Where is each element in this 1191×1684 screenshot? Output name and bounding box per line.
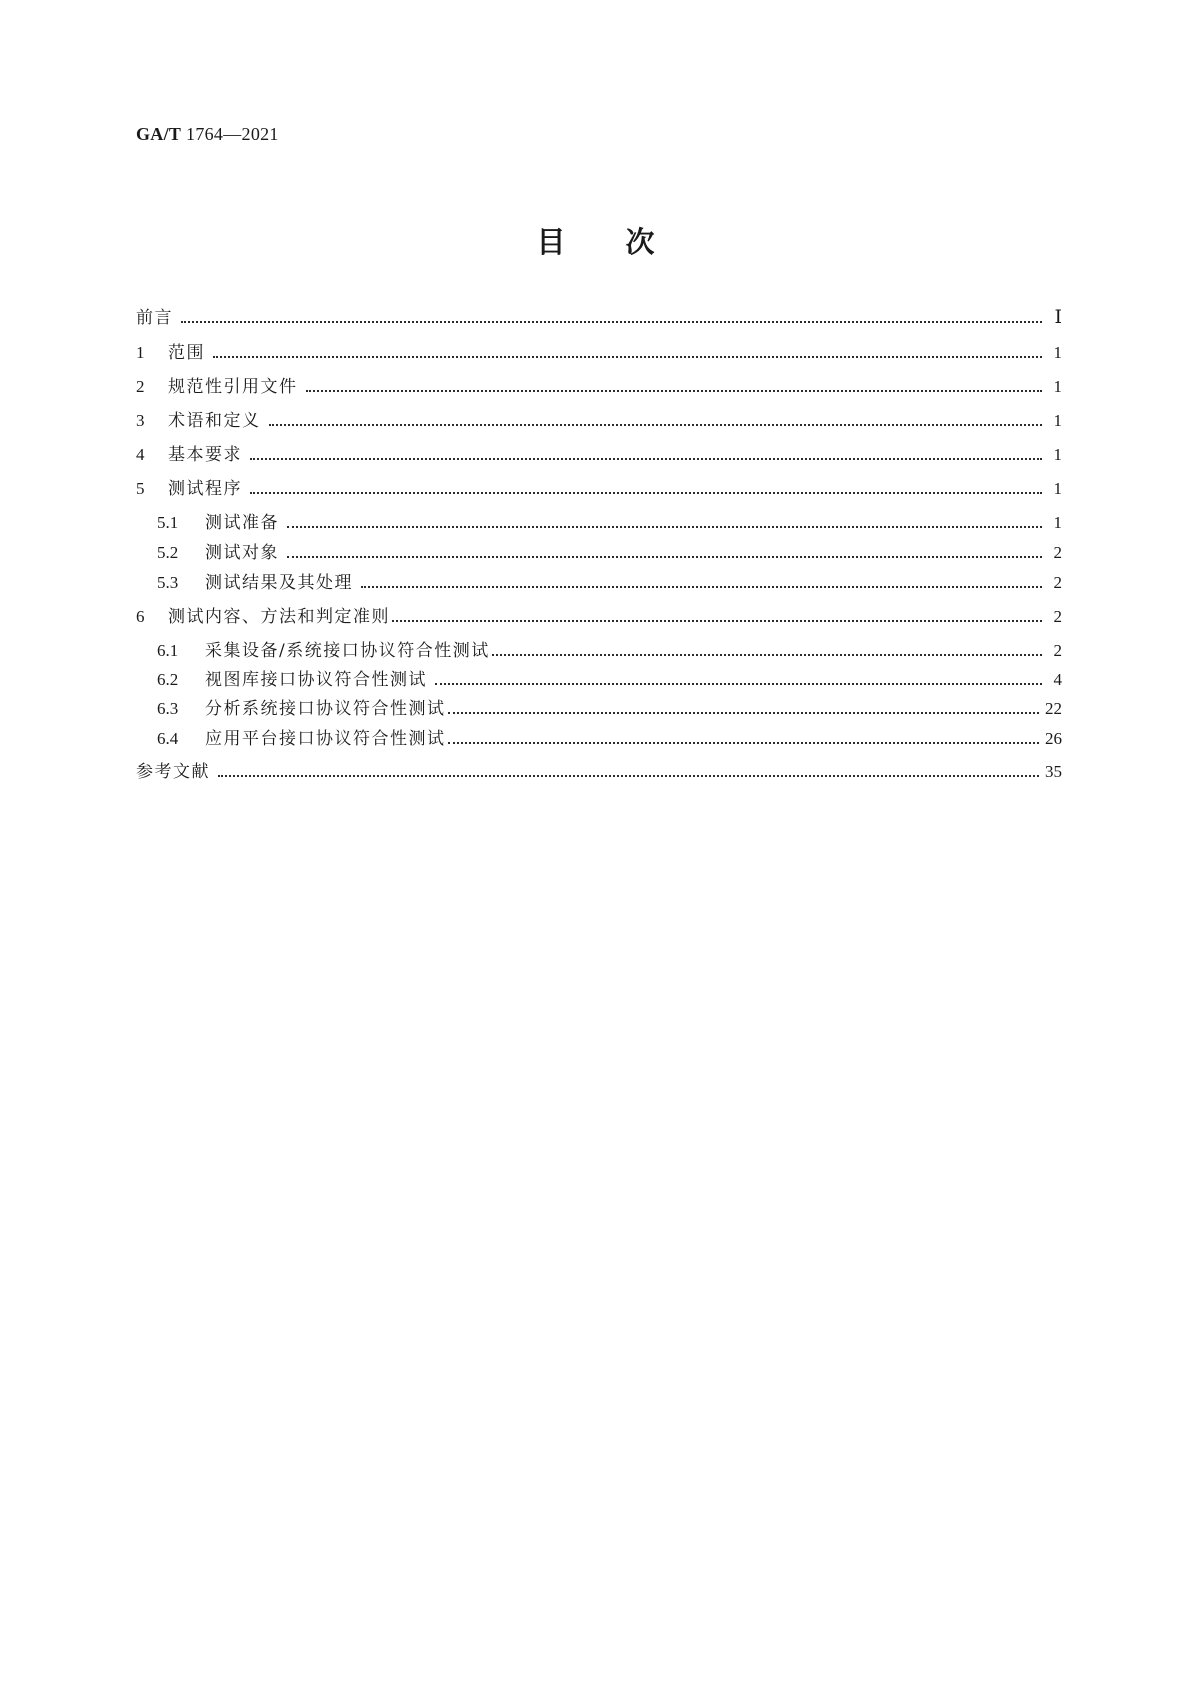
toc-entry-1[interactable] (136, 338, 1062, 364)
toc-entry-page: 35 (1045, 762, 1062, 781)
toc-entry-number: 5.1 (157, 513, 179, 532)
toc-entry-number: 6.1 (157, 641, 179, 660)
toc-entry-label: 基本要求 (168, 445, 242, 465)
toc-dot-leader (218, 761, 1039, 783)
toc-entry-6-3[interactable] (157, 694, 1062, 720)
standard-code-prefix: GA/T (136, 124, 182, 144)
page-title: 目次 (536, 225, 715, 259)
toc-entry-number: 4 (136, 445, 145, 464)
toc-entry-6-4[interactable] (157, 724, 1062, 750)
toc-dot-leader (250, 478, 1042, 500)
toc-entry-number: 6.2 (157, 670, 179, 689)
toc-entry-page: 26 (1045, 729, 1062, 748)
toc-entry-page: 1 (1053, 513, 1062, 532)
toc-entry-page: 1 (1053, 377, 1062, 396)
toc-entry-page: 1 (1053, 411, 1062, 430)
toc-dot-leader (392, 606, 1042, 628)
toc-dot-leader (435, 669, 1042, 691)
toc-entry-5-2[interactable] (157, 538, 1062, 564)
toc-entry-label: 应用平台接口协议符合性测试 (205, 729, 446, 749)
toc-dot-leader (448, 698, 1040, 720)
toc-dot-leader (213, 342, 1042, 364)
toc-entry-page: 2 (1053, 543, 1062, 562)
toc-entry-number: 6.3 (157, 699, 179, 718)
toc-entry-label: 分析系统接口协议符合性测试 (205, 699, 446, 719)
toc-entry-6-1[interactable] (157, 636, 1062, 662)
toc-entry-label: 采集设备/系统接口协议符合性测试 (205, 641, 490, 661)
toc-entry-6[interactable] (136, 602, 1062, 628)
toc-dot-leader (287, 512, 1042, 534)
toc-entry-number: 6 (136, 607, 145, 626)
toc-entry-label: 测试对象 (205, 543, 279, 563)
toc-entry-3[interactable] (136, 406, 1062, 432)
toc-entry-number: 5.2 (157, 543, 179, 562)
toc-entry-number: 3 (136, 411, 145, 430)
toc-entry-label: 术语和定义 (168, 411, 261, 431)
toc-entry-label: 参考文献 (136, 762, 210, 782)
toc-entry-bibliography[interactable] (136, 757, 1062, 783)
toc-entry-page: 2 (1053, 607, 1062, 626)
toc-entry-page: 2 (1053, 641, 1062, 660)
toc-entry-label: 前言 (136, 308, 173, 328)
toc-entry-4[interactable] (136, 440, 1062, 466)
toc-entry-6-2[interactable] (157, 665, 1062, 691)
toc-entry-page: 1 (1053, 479, 1062, 498)
toc-entry-number: 1 (136, 343, 145, 362)
toc-dot-leader (492, 640, 1042, 662)
toc-dot-leader (306, 376, 1043, 398)
toc-entry-number: 2 (136, 377, 145, 396)
toc-entry-5-3[interactable] (157, 568, 1062, 594)
toc-dot-leader (181, 307, 1042, 329)
toc-entry-number: 6.4 (157, 729, 179, 748)
toc-entry-label: 视图库接口协议符合性测试 (205, 670, 427, 690)
toc-entry-5[interactable] (136, 474, 1062, 500)
toc-entry-label: 测试准备 (205, 513, 279, 533)
toc-entry-label: 测试程序 (168, 479, 242, 499)
toc-entry-page: 2 (1053, 573, 1062, 592)
toc-entry-label: 测试结果及其处理 (205, 573, 353, 593)
toc-entry-5-1[interactable] (157, 508, 1062, 534)
toc-entry-page: 4 (1053, 670, 1062, 689)
toc-dot-leader (250, 444, 1042, 466)
toc-dot-leader (448, 728, 1040, 750)
toc-entry-number: 5.3 (157, 573, 179, 592)
toc-entry-2[interactable] (136, 372, 1062, 398)
toc-dot-leader (269, 410, 1043, 432)
toc-entry-page: 22 (1045, 699, 1062, 718)
toc-dot-leader (287, 542, 1042, 564)
toc-entry-page: Ⅰ (1054, 307, 1062, 328)
toc-entry-page: 1 (1053, 343, 1062, 362)
standard-code (136, 124, 279, 145)
toc-entry-page: 1 (1053, 445, 1062, 464)
toc-entry-label: 范围 (168, 343, 205, 363)
standard-code-number: 1764—2021 (186, 124, 279, 144)
toc-entry-foreword[interactable] (136, 303, 1062, 329)
toc-dot-leader (361, 572, 1042, 594)
toc-entry-label: 测试内容、方法和判定准则 (168, 607, 390, 627)
toc-entry-number: 5 (136, 479, 145, 498)
toc-entry-label: 规范性引用文件 (168, 377, 298, 397)
